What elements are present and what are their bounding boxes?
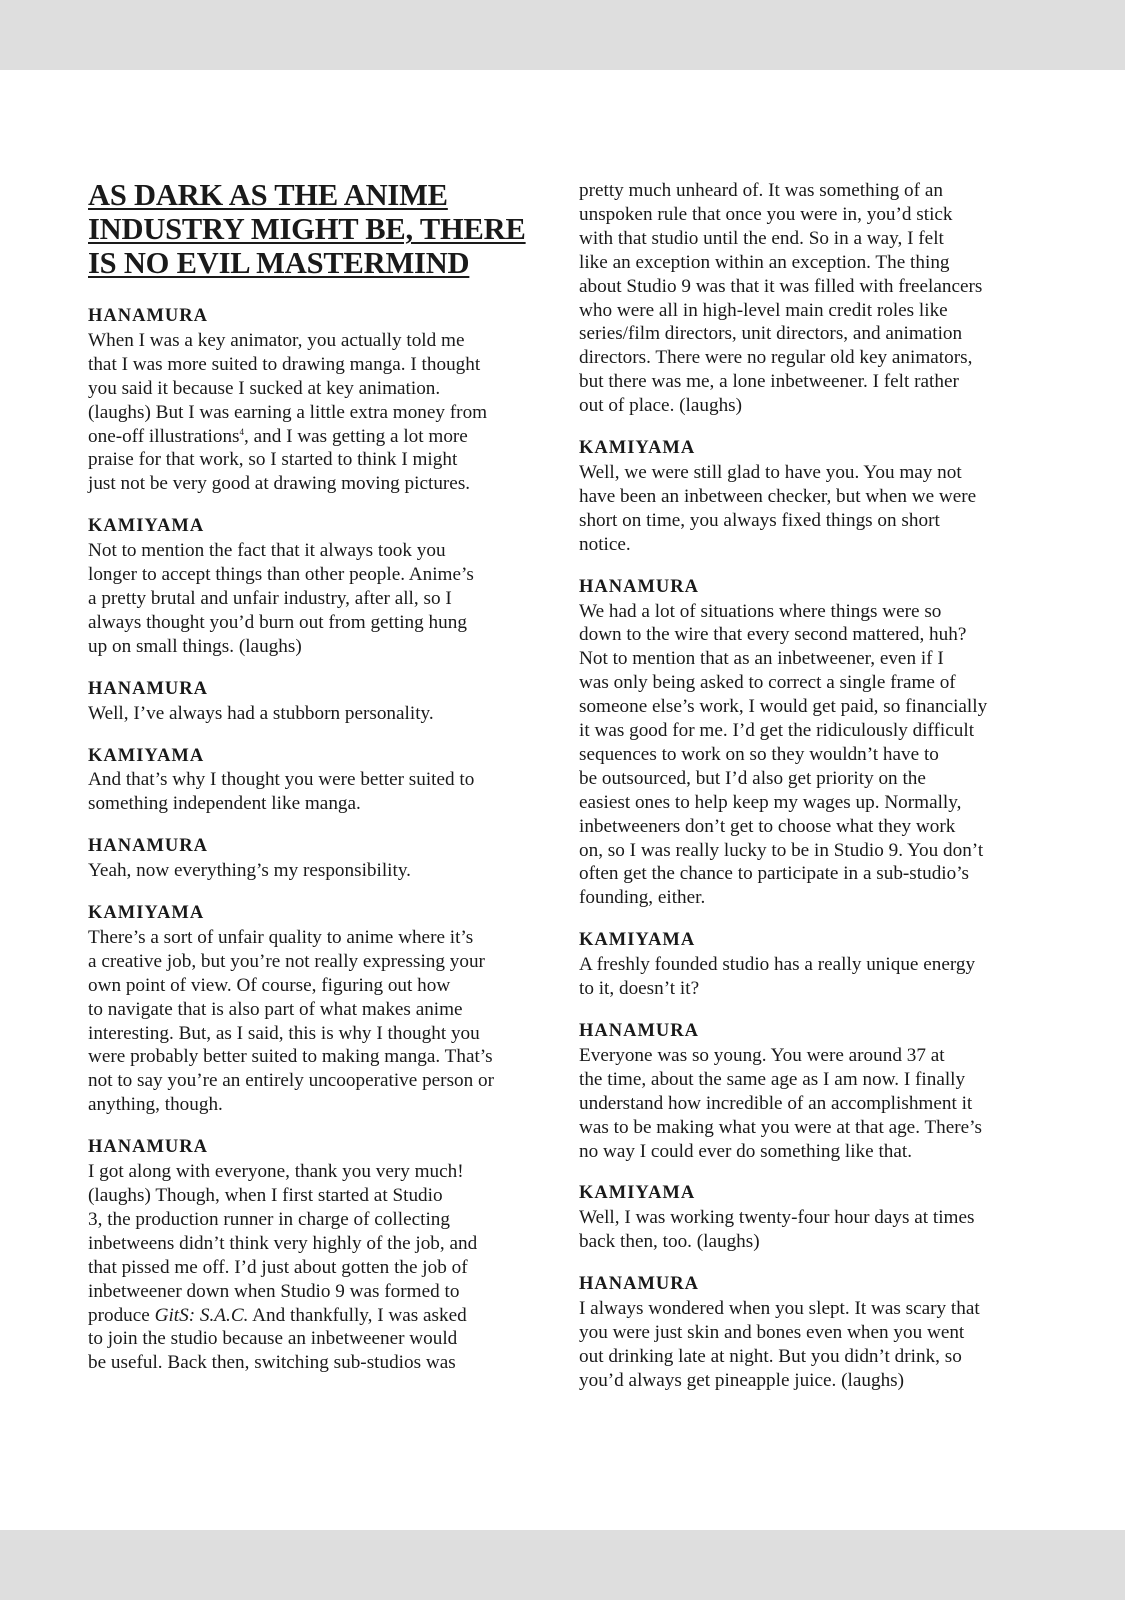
speaker-name: HANAMURA [88, 678, 209, 699]
dialogue-line: praise for that work, so I started to think I might [88, 449, 458, 471]
dialogue-line: (laughs) Though, when I first started at Studio [88, 1185, 443, 1206]
work-title: GitS: S.A.C. [154, 1304, 249, 1326]
dialogue-line: directors. There were no regular old key animators, [579, 347, 973, 369]
dialogue-line: inbetweens didn’t think very highly of the job, and [88, 1232, 478, 1254]
dialogue-line: something independent like manga. [88, 793, 361, 815]
dialogue-line: inbetweener down when Studio 9 was formed to [88, 1280, 460, 1302]
dialogue-line: always thought you’d burn out from getting hung [88, 611, 467, 633]
dialogue-line: a creative job, but you’re not really expressing your [88, 950, 485, 972]
dialogue-line: the time, about the same age as I am now. I finally [579, 1068, 966, 1090]
dialogue-line: understand how incredible of an accomplishment it [579, 1092, 973, 1114]
dialogue-turn [579, 576, 1059, 911]
speaker-name: KAMIYAMA [579, 1183, 696, 1204]
dialogue-line: like an exception within an exception. The thing [579, 251, 950, 273]
dialogue-line-with-footnote [88, 425, 558, 449]
dialogue-line: Well, I was working twenty-four hour days at times [579, 1207, 975, 1229]
dialogue-line: I got along with everyone, thank you very much! [88, 1161, 464, 1183]
dialogue-line: on, so I was really lucky to be in Studio 9. You don’t [579, 839, 984, 861]
dialogue-line: up on small things. (laughs) [88, 635, 302, 657]
dialogue-line: that I was more suited to drawing manga. I thought [88, 353, 481, 375]
dialogue-line: inbetweeners don’t get to choose what they work [579, 815, 956, 837]
dialogue-line: sequences to work on so they wouldn’t have to [579, 743, 939, 765]
dialogue-line: series/film directors, unit directors, and animation [579, 323, 963, 345]
dialogue-line: longer to accept things than other people. Anime’s [88, 564, 474, 586]
speaker-name: KAMIYAMA [88, 903, 205, 924]
dialogue-line: but there was me, a lone inbetweener. I felt rather [579, 371, 959, 393]
dialogue-line: about Studio 9 was that it was filled with freelancers [579, 275, 983, 297]
left-column [88, 178, 558, 1394]
dialogue-line: (laughs) But I was earning a little extra money from [88, 401, 488, 423]
dialogue-line: you said it because I sucked at key animation. [88, 377, 441, 399]
dialogue-line: There’s a sort of unfair quality to anime where it’s [88, 926, 474, 948]
line-text: one-off illustrations [88, 425, 240, 447]
dialogue-line: anything, though. [88, 1094, 223, 1116]
dialogue-line: a pretty brutal and unfair industry, after all, so I [88, 587, 452, 609]
line-text: And thankfully, I was asked [248, 1304, 467, 1326]
dialogue-line: to it, doesn’t it? [579, 978, 700, 1000]
speaker-name: KAMIYAMA [579, 930, 696, 951]
dialogue-line: you’d always get pineapple juice. (laughs) [579, 1369, 905, 1391]
dialogue-turn [88, 835, 558, 883]
dialogue-line: was to be making what you were at that age. There’s [579, 1116, 982, 1138]
dialogue-line: I always wondered when you slept. It was scary that [579, 1298, 980, 1320]
dialogue-line: to navigate that is also part of what makes anime [88, 998, 463, 1020]
dialogue-line: back then, too. (laughs) [579, 1231, 760, 1253]
dialogue-line: someone else’s work, I would get paid, so financially [579, 696, 988, 718]
line-text: , and I was getting a lot more [244, 425, 468, 447]
dialogue-line: short on time, you always fixed things on short [579, 509, 940, 531]
speaker-name: HANAMURA [579, 576, 700, 597]
dialogue-turn [88, 745, 558, 817]
dialogue-line: that pissed me off. I’d just about gotten the job of [88, 1256, 468, 1278]
dialogue-line: A freshly founded studio has a really unique energy [579, 954, 976, 976]
dialogue-line: pretty much unheard of. It was something of an [579, 180, 943, 201]
dialogue-turn [579, 1182, 1059, 1254]
dialogue-line: 3, the production runner in charge of collecting [88, 1208, 450, 1230]
dialogue-line: were probably better suited to making manga. That’s [88, 1046, 493, 1068]
dialogue-line: When I was a key animator, you actually told me [88, 329, 465, 351]
dialogue-line: often get the chance to participate in a sub-studio’s [579, 863, 970, 885]
dialogue-line: was only being asked to correct a single frame of [579, 672, 956, 694]
right-column [579, 179, 1059, 1412]
dialogue-line: Everyone was so young. You were around 37 at [579, 1044, 945, 1066]
dialogue-line: out drinking late at night. But you didn’t drink, so [579, 1345, 962, 1367]
speaker-name: HANAMURA [88, 836, 209, 857]
dialogue-turn [88, 902, 558, 1117]
dialogue-line-with-title [88, 1304, 558, 1328]
dialogue-line: We had a lot of situations where things were so [579, 600, 942, 622]
footnote-marker[interactable]: 4 [239, 426, 245, 437]
speaker-name: KAMIYAMA [88, 745, 205, 766]
dialogue-turn [88, 1136, 558, 1375]
speaker-name: HANAMURA [579, 1021, 700, 1041]
line-text: produce [88, 1304, 155, 1326]
dialogue-line: founding, either. [579, 887, 706, 909]
speaker-name: KAMIYAMA [579, 438, 696, 459]
dialogue-continuation [579, 179, 1059, 418]
speaker-name: HANAMURA [88, 1137, 209, 1158]
dialogue-line: Not to mention that as an inbetweener, even if I [579, 648, 944, 670]
dialogue-line: you were just skin and bones even when you went [579, 1321, 965, 1343]
dialogue-line: be outsourced, but I’d also get priority on the [579, 767, 926, 789]
dialogue-line: Yeah, now everything’s my responsibility. [88, 860, 411, 882]
dialogue-line: Not to mention the fact that it always took you [88, 540, 446, 562]
heading-line: INDUSTRY MIGHT BE, THERE [88, 212, 526, 246]
dialogue-line: have been an inbetween checker, but when we were [579, 485, 977, 507]
dialogue-line: who were all in high-level main credit roles like [579, 299, 948, 321]
dialogue-line: down to the wire that every second mattered, huh? [579, 624, 967, 646]
dialogue-turn [579, 1020, 1059, 1163]
dialogue-turn [579, 437, 1059, 557]
dialogue-line: Well, I’ve always had a stubborn personality. [88, 702, 434, 724]
dialogue-line: unspoken rule that once you were in, you’d stick [579, 203, 953, 225]
dialogue-line: interesting. But, as I said, this is why I thought you [88, 1022, 480, 1044]
dialogue-line: with that studio until the end. So in a way, I felt [579, 227, 944, 249]
dialogue-line: own point of view. Of course, figuring out how [88, 974, 451, 996]
dialogue-line: Well, we were still glad to have you. You may not [579, 461, 962, 483]
dialogue-turn [579, 1273, 1059, 1393]
dialogue-turn [88, 678, 558, 726]
dialogue-line: be useful. Back then, switching sub-studios was [88, 1352, 456, 1374]
heading-line: AS DARK AS THE ANIME [88, 178, 448, 212]
book-page [0, 70, 1125, 1530]
heading-line: IS NO EVIL MASTERMIND [88, 246, 470, 280]
dialogue-line: just not be very good at drawing moving pictures. [88, 473, 471, 495]
dialogue-line: out of place. (laughs) [579, 395, 743, 417]
dialogue-line: no way I could ever do something like that. [579, 1140, 913, 1162]
section-heading [88, 178, 558, 280]
dialogue-line: not to say you’re an entirely uncooperative person or [88, 1070, 495, 1092]
dialogue-turn [579, 929, 1059, 1001]
speaker-name: HANAMURA [88, 306, 209, 326]
speaker-name: HANAMURA [579, 1274, 700, 1295]
dialogue-line: it was good for me. I’d get the ridiculously difficult [579, 720, 975, 742]
dialogue-line: And that’s why I thought you were better suited to [88, 769, 475, 791]
dialogue-turn [88, 305, 558, 496]
speaker-name: KAMIYAMA [88, 516, 205, 537]
dialogue-line: easiest ones to help keep my wages up. Normally, [579, 791, 962, 813]
dialogue-line: notice. [579, 533, 631, 555]
dialogue-line: to join the studio because an inbetweener would [88, 1328, 458, 1350]
dialogue-turn [88, 515, 558, 658]
